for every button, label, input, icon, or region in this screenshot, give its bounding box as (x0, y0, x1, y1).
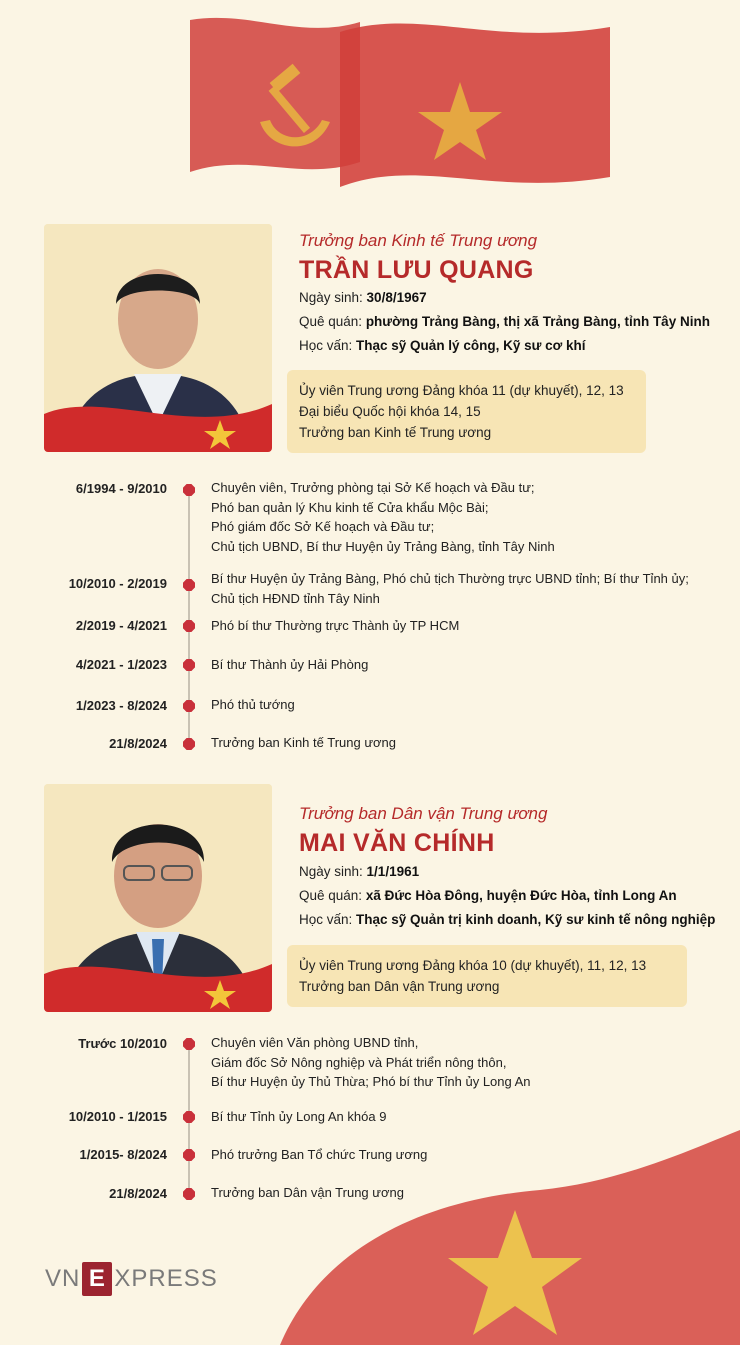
timeline-date: 1/2023 - 8/2024 (75, 698, 167, 713)
summary-line: Ủy viên Trung ương Đảng khóa 10 (dự khuyết), 11, 12, 13 (299, 958, 647, 973)
timeline-date: 6/1994 - 9/2010 (75, 481, 167, 496)
birth-date: Ngày sinh: 1/1/1961 (299, 864, 420, 879)
summary-line: Đại biểu Quốc hội khóa 14, 15 (299, 404, 481, 419)
timeline-dot-icon (183, 738, 195, 750)
timeline-dot-icon (183, 484, 195, 496)
party-and-national-flags (190, 12, 610, 197)
timeline-description: Phó trưởng Ban Tổ chức Trung ương (211, 1147, 428, 1162)
summary-line: Trưởng ban Dân vận Trung ương (299, 979, 500, 994)
timeline-dot-icon (183, 1038, 195, 1050)
timeline-date: Trước 10/2010 (78, 1036, 167, 1051)
timeline-dot-icon (183, 1111, 195, 1123)
timeline-dot-icon (183, 700, 195, 712)
timeline-date: 10/2010 - 2/2019 (68, 576, 167, 591)
portrait-tran-luu-quang (44, 224, 272, 452)
timeline-description: Bí thư Huyện ủy Trảng Bàng, Phó chủ tịch Thường trực UBND tỉnh; Bí thư Tỉnh ủy; Chủ tịch HĐND tỉnh Tây Ninh (211, 571, 689, 606)
timeline-description: Trưởng ban Kinh tế Trung ương (211, 735, 397, 750)
summary-line: Trưởng ban Kinh tế Trung ương (299, 425, 492, 440)
person-role: Trưởng ban Kinh tế Trung ương (299, 231, 538, 250)
timeline-description: Chuyên viên, Trưởng phòng tại Sở Kế hoạch và Đầu tư; Phó ban quản lý Khu kinh tế Cửa khẩu Mộc Bài; Phó giám đốc Sở Kế hoạch và Đầu tư; Chủ tịch UBND, Bí thư Huyện ủy Trảng Bàng, tỉnh Tây Ninh (211, 480, 555, 554)
timeline-description: Bí thư Tỉnh ủy Long An khóa 9 (211, 1109, 387, 1124)
person-role: Trưởng ban Dân vận Trung ương (299, 804, 548, 823)
timeline-description: Phó bí thư Thường trực Thành ủy TP HCM (211, 618, 460, 633)
hometown: Quê quán: xã Đức Hòa Đông, huyện Đức Hòa, tỉnh Long An (299, 888, 677, 903)
education: Học vấn: Thạc sỹ Quản lý công, Kỹ sư cơ khí (299, 338, 586, 353)
timeline-description: Bí thư Thành ủy Hải Phòng (211, 657, 369, 672)
timeline-dot-icon (183, 620, 195, 632)
positions-summary (287, 370, 646, 453)
timeline-date: 21/8/2024 (109, 736, 167, 751)
timeline-dot-icon (183, 1188, 195, 1200)
timeline-date: 10/2010 - 1/2015 (68, 1109, 167, 1124)
timeline-dot-icon (183, 579, 195, 591)
timeline-description: Trưởng ban Dân vận Trung ương (211, 1185, 404, 1200)
hometown: Quê quán: phường Trảng Bàng, thị xã Trảng Bàng, tỉnh Tây Ninh (299, 314, 710, 329)
summary-line: Ủy viên Trung ương Đảng khóa 11 (dự khuyết), 12, 13 (299, 383, 624, 398)
timeline-description: Chuyên viên Văn phòng UBND tỉnh, Giám đốc Sở Nông nghiệp và Phát triển nông thôn, Bí thư Huyện ủy Thủ Thừa; Phó bí thư Tỉnh ủy Long An (211, 1035, 531, 1089)
vnexpress-logo: VN E XPRESS (45, 1262, 218, 1296)
education: Học vấn: Thạc sỹ Quản trị kinh doanh, Kỹ sư kinh tế nông nghiệp (299, 912, 716, 927)
timeline-date: 1/2015- 8/2024 (79, 1147, 167, 1162)
timeline-dot-icon (183, 659, 195, 671)
timeline-date: 21/8/2024 (109, 1186, 167, 1201)
birth-date: Ngày sinh: 30/8/1967 (299, 290, 427, 305)
person-name: TRẦN LƯU QUANG (299, 256, 534, 284)
national-flag-decoration (280, 1130, 740, 1345)
timeline-dot-icon (183, 1149, 195, 1161)
person-name: MAI VĂN CHÍNH (299, 829, 495, 857)
timeline-date: 2/2019 - 4/2021 (75, 618, 167, 633)
positions-summary (287, 945, 687, 1007)
portrait-mai-van-chinh (44, 784, 272, 1012)
timeline-date: 4/2021 - 1/2023 (75, 657, 167, 672)
timeline-description: Phó thủ tướng (211, 697, 295, 712)
